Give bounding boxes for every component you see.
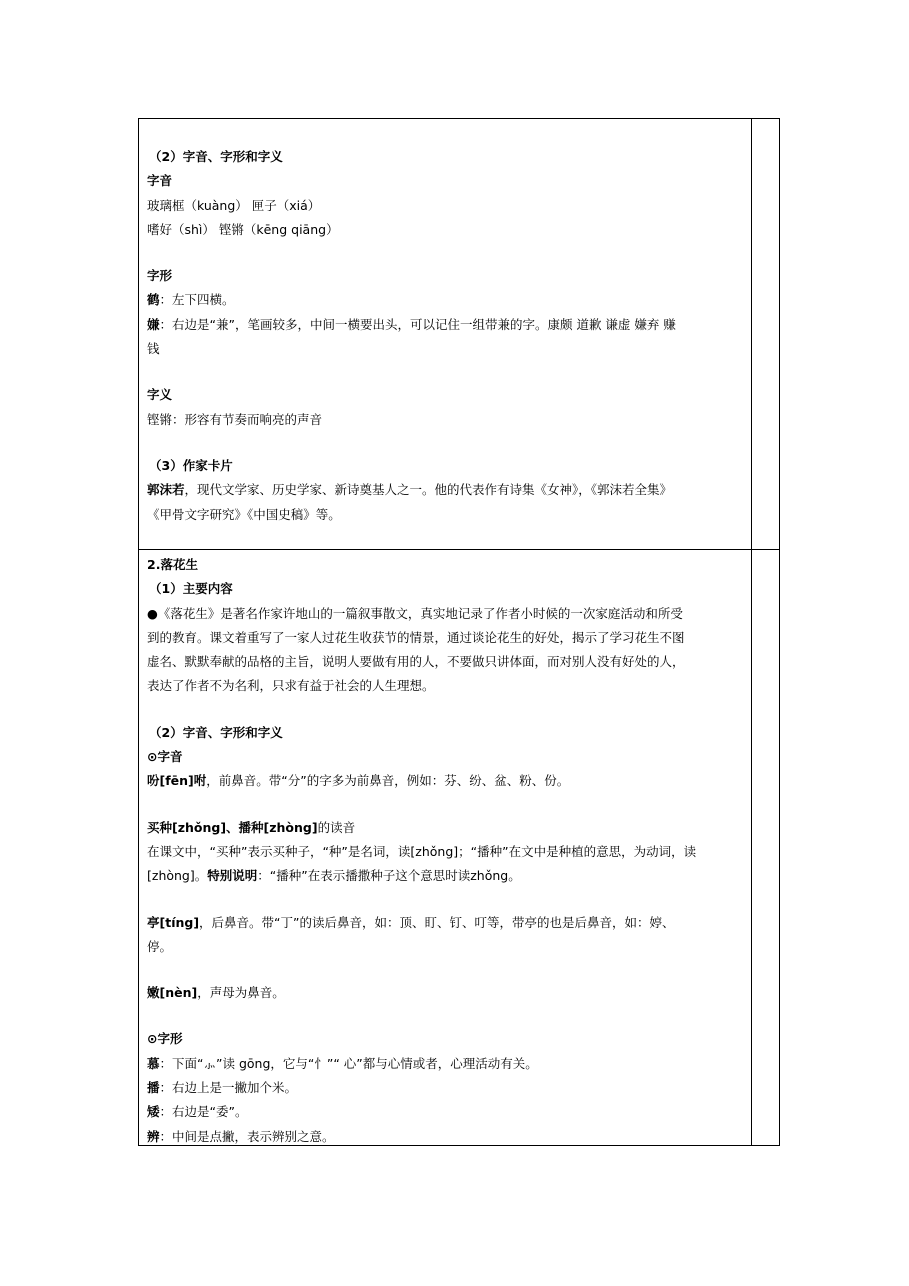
form-title: 字形: [147, 268, 173, 284]
form-item: [147, 1076, 745, 1100]
form-text: ：右边是“兼”，笔画较多，中间一横要出头，可以记住一组带兼的字。康颇 道歉 谦虚 嫌弃 赚: [159, 316, 676, 332]
form-item: [147, 1125, 745, 1149]
form-item: [147, 1052, 745, 1076]
form-char: 嫌: [147, 316, 160, 332]
pronunciation-title: ⊙字音: [147, 749, 183, 765]
section-heading: （2）字音、字形和字义: [149, 724, 283, 740]
pronunciation-text: 在课文中，“买种”表示买种子，“种”是名词，读[zhǒng]；“播种”在文中是种植的意思，为动词，读: [147, 843, 697, 859]
content-line: 到的教育。课文着重写了一家人过花生收获节的情景，通过谈论花生的好处，揭示了学习花生不图: [147, 629, 685, 645]
form-char: 鹤: [147, 292, 160, 308]
row-divider: [139, 549, 779, 550]
section-1-cell: [147, 145, 745, 527]
author-text: ，现代文学家、历史学家、新诗奠基人之一。他的代表作有诗集《女神》，《郭沫若全集》: [184, 482, 673, 498]
author-line: [147, 478, 745, 502]
pronunciation-text: ：“播种”在表示播撒种子这个意思时读zhǒng。: [257, 868, 521, 884]
form-char: 矮: [147, 1104, 160, 1120]
content-table: [138, 118, 780, 1146]
pronunciation-word: 买种[zhǒng]、播种[zhòng]: [147, 819, 318, 835]
form-title: ⊙字形: [147, 1031, 183, 1047]
section-heading: （1）主要内容: [149, 581, 233, 597]
section-2-cell: [147, 553, 745, 1149]
form-char: 慕: [147, 1055, 160, 1071]
content-line: ●《落花生》是著名作家许地山的一篇叙事散文，真实地记录了作者小时候的一次家庭活动和所受: [147, 605, 683, 621]
column-divider: [751, 119, 752, 1145]
form-text: ：中间是点撇，表示辨别之意。: [159, 1128, 335, 1144]
pronunciation-text: ，前鼻音。带“分”的字多为前鼻音，例如：芬、纷、盆、粉、份。: [206, 773, 570, 789]
special-note-label: 特别说明: [207, 868, 258, 884]
lesson-title: 2.落花生: [147, 557, 198, 572]
pronunciation-word: 吩[fēn]咐: [147, 773, 207, 789]
form-text: ：右边上是一撇加个米。: [159, 1080, 298, 1096]
form-text: ：下面“⺗”读 gōng，它与“忄”“ 心”都与心情或者，心理活动有关。: [159, 1055, 538, 1071]
form-item: [147, 1100, 745, 1124]
pronunciation-text: [147, 864, 745, 888]
author-name: 郭沫若: [147, 482, 185, 498]
pronunciation-word: 亭[tíng]: [147, 914, 200, 930]
pronunciation-text: ，后鼻音。带“丁”的读后鼻音，如：顶、盯、钉、叮等，带亭的也是后鼻音，如：婷、: [199, 914, 675, 930]
pronunciation-text: ，声母为鼻音。: [197, 985, 285, 1001]
pronunciation-item: [147, 981, 745, 1005]
form-char: 播: [147, 1080, 160, 1096]
content-line: 虚名、默默奉献的品格的主旨，说明人要做有用的人，不要做只讲体面，而对别人没有好处的人，: [147, 654, 685, 670]
pronunciation-item: [147, 816, 745, 840]
pronunciation-word: 嫩[nèn]: [147, 985, 198, 1001]
meaning-line: 铿锵：形容有节奏而响亮的声音: [147, 411, 323, 427]
section-heading: （2）字音、字形和字义: [149, 149, 283, 164]
form-text: ：左下四横。: [159, 292, 235, 308]
pronunciation-text: [zhòng]。: [147, 868, 208, 884]
form-text: ：右边是“委”。: [159, 1104, 248, 1120]
pronunciation-text: 停。: [147, 938, 173, 954]
pronunciation-item: [147, 911, 745, 935]
form-item: [147, 313, 745, 337]
pronunciation-line: 玻璃框（kuàng） 匣子（xiá）: [147, 197, 321, 213]
form-item: [147, 288, 745, 312]
author-card-heading: （3）作家卡片: [149, 457, 233, 473]
form-char: 辨: [147, 1128, 160, 1144]
pronunciation-text: 的读音: [317, 819, 356, 835]
meaning-title: 字义: [147, 387, 173, 403]
pronunciation-item: [147, 769, 745, 793]
author-line: 《甲骨文字研究》《中国史稿》等。: [147, 506, 341, 522]
form-text-continued: 钱: [147, 341, 160, 357]
pronunciation-title: 字音: [147, 173, 173, 189]
pronunciation-line: 嗜好（shì） 铿锵（kēng qiāng）: [147, 221, 339, 237]
content-line: 表达了作者不为名利，只求有益于社会的人生理想。: [147, 678, 435, 694]
